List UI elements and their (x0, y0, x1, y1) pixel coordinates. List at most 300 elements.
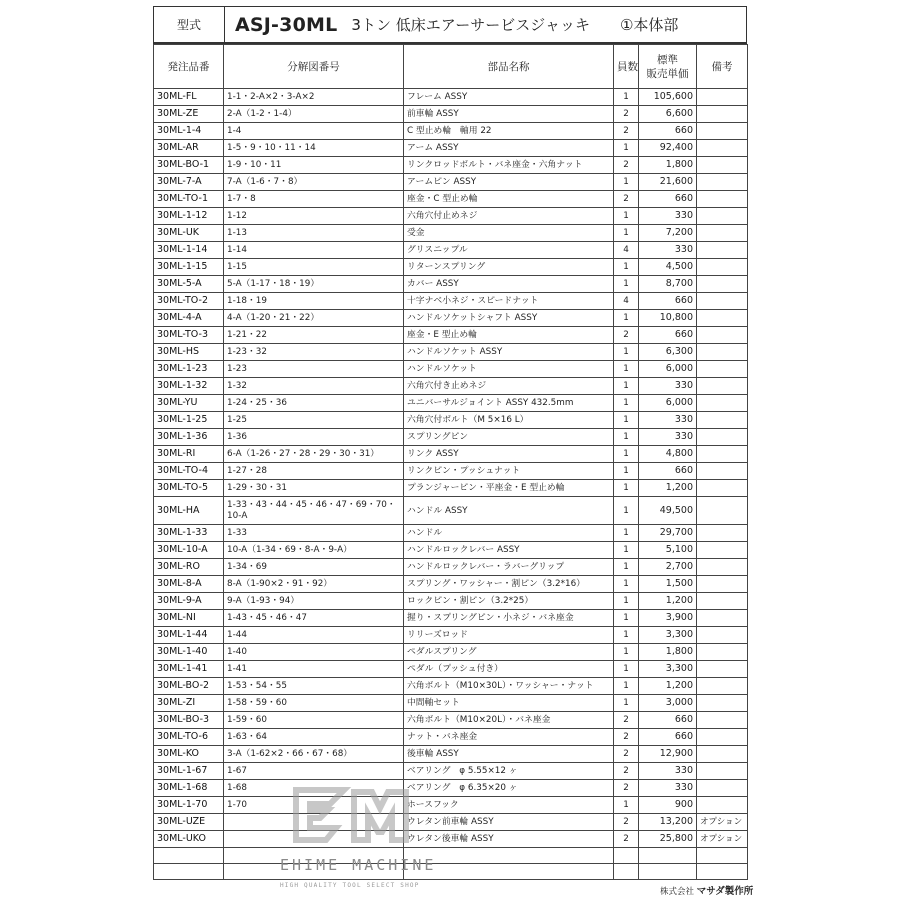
table-row (154, 497, 748, 525)
empty-cell (614, 848, 639, 864)
price-cell: 6,600 (639, 106, 697, 123)
diagram-no-cell: 1-25 (224, 412, 404, 429)
diagram-no-cell: 1-23・32 (224, 344, 404, 361)
price-cell: 1,200 (639, 593, 697, 610)
qty-cell: 2 (614, 763, 639, 780)
order-no-cell: 30ML-TO-4 (154, 463, 224, 480)
part-name-cell: リターンスプリング (404, 259, 614, 276)
part-name-cell: ロックピン・割ピン（3.2*25） (404, 593, 614, 610)
price-cell: 4,800 (639, 446, 697, 463)
table-row (154, 259, 748, 276)
remarks-cell (697, 293, 748, 310)
remarks-cell (697, 395, 748, 412)
empty-row (154, 848, 748, 864)
remarks-cell (697, 361, 748, 378)
remarks-cell: オプション (697, 831, 748, 848)
table-row (154, 106, 748, 123)
part-name-cell: グリスニップル (404, 242, 614, 259)
remarks-cell (697, 695, 748, 712)
part-name-cell: スプリングピン (404, 429, 614, 446)
model-number: ASJ-30ML (235, 13, 338, 36)
remarks-cell (697, 644, 748, 661)
table-row (154, 695, 748, 712)
remarks-cell (697, 542, 748, 559)
qty-cell: 2 (614, 831, 639, 848)
remarks-cell (697, 378, 748, 395)
qty-cell: 1 (614, 610, 639, 627)
price-cell: 660 (639, 327, 697, 344)
part-name-cell: 座金・E 型止め輪 (404, 327, 614, 344)
table-row (154, 446, 748, 463)
remarks-cell (697, 310, 748, 327)
column-header-price (639, 45, 697, 89)
diagram-no-cell: 2-A（1-2・1-4） (224, 106, 404, 123)
qty-cell: 1 (614, 576, 639, 593)
part-name-cell: 六角穴付き止めネジ (404, 378, 614, 395)
price-cell: 1,800 (639, 157, 697, 174)
table-row (154, 395, 748, 412)
price-cell: 660 (639, 191, 697, 208)
part-name-cell: アームピン ASSY (404, 174, 614, 191)
diagram-no-cell: 1-36 (224, 429, 404, 446)
qty-cell: 1 (614, 559, 639, 576)
price-cell: 13,200 (639, 814, 697, 831)
order-no-cell: 30ML-1-67 (154, 763, 224, 780)
diagram-no-cell: 1-32 (224, 378, 404, 395)
price-cell: 660 (639, 712, 697, 729)
remarks-cell (697, 412, 748, 429)
table-row (154, 576, 748, 593)
price-cell: 1,500 (639, 576, 697, 593)
qty-cell: 1 (614, 542, 639, 559)
part-name-cell: ナット・バネ座金 (404, 729, 614, 746)
order-no-cell: 30ML-TO-2 (154, 293, 224, 310)
part-name-cell: リンクロッドボルト・バネ座金・六角ナット (404, 157, 614, 174)
table-row (154, 661, 748, 678)
table-row (154, 429, 748, 446)
part-name-cell: スプリング・ワッシャー・割ピン（3.2*16） (404, 576, 614, 593)
diagram-no-cell: 1-40 (224, 644, 404, 661)
company-name-main: マサダ製作所 (696, 886, 754, 897)
qty-cell: 1 (614, 395, 639, 412)
qty-cell: 1 (614, 208, 639, 225)
remarks-cell (697, 593, 748, 610)
part-name-cell: ペダルスプリング (404, 644, 614, 661)
remarks-cell (697, 746, 748, 763)
price-cell: 6,300 (639, 344, 697, 361)
table-row (154, 157, 748, 174)
price-cell: 330 (639, 429, 697, 446)
price-cell: 3,900 (639, 610, 697, 627)
remarks-cell (697, 208, 748, 225)
part-name-cell: ベアリング φ 5.55×12 ヶ (404, 763, 614, 780)
remarks-cell (697, 729, 748, 746)
qty-cell: 1 (614, 276, 639, 293)
remarks-cell (697, 480, 748, 497)
diagram-no-cell: 3-A（1-62×2・66・67・68） (224, 746, 404, 763)
part-name-cell: フレーム ASSY (404, 89, 614, 106)
price-cell: 5,100 (639, 542, 697, 559)
remarks-cell (697, 276, 748, 293)
order-no-cell: 30ML-4-A (154, 310, 224, 327)
part-name-cell: プランジャーピン・平座金・E 型止め輪 (404, 480, 614, 497)
price-header-line2: 販売単価 (646, 67, 689, 80)
remarks-cell (697, 106, 748, 123)
order-no-cell: 30ML-BO-3 (154, 712, 224, 729)
price-cell: 900 (639, 797, 697, 814)
price-cell: 4,500 (639, 259, 697, 276)
remarks-cell (697, 259, 748, 276)
table-row (154, 140, 748, 157)
remarks-cell (697, 780, 748, 797)
diagram-no-cell: 1-33・43・44・45・46・47・69・70・10-A (224, 497, 404, 525)
part-name-cell: カバー ASSY (404, 276, 614, 293)
table-row (154, 412, 748, 429)
remarks-cell (697, 89, 748, 106)
price-cell: 1,200 (639, 480, 697, 497)
order-no-cell: 30ML-HS (154, 344, 224, 361)
diagram-no-cell: 1-27・28 (224, 463, 404, 480)
table-row (154, 89, 748, 106)
qty-cell: 1 (614, 627, 639, 644)
price-cell: 660 (639, 729, 697, 746)
order-no-cell: 30ML-AR (154, 140, 224, 157)
qty-cell: 2 (614, 746, 639, 763)
table-row (154, 344, 748, 361)
price-cell: 3,300 (639, 627, 697, 644)
qty-cell: 1 (614, 661, 639, 678)
table-row (154, 208, 748, 225)
qty-cell: 2 (614, 780, 639, 797)
qty-cell: 1 (614, 644, 639, 661)
empty-cell (154, 864, 224, 880)
order-no-cell: 30ML-1-14 (154, 242, 224, 259)
part-name-cell: リンクピン・プッシュナット (404, 463, 614, 480)
part-name-cell: 六角穴付止めネジ (404, 208, 614, 225)
diagram-no-cell: 4-A（1-20・21・22） (224, 310, 404, 327)
table-row (154, 780, 748, 797)
remarks-cell (697, 627, 748, 644)
order-no-cell: 30ML-1-33 (154, 525, 224, 542)
remarks-cell (697, 242, 748, 259)
part-name-cell: 後車輪 ASSY (404, 746, 614, 763)
qty-cell: 1 (614, 497, 639, 525)
order-no-cell: 30ML-TO-1 (154, 191, 224, 208)
qty-cell: 2 (614, 712, 639, 729)
diagram-no-cell: 8-A（1-90×2・91・92） (224, 576, 404, 593)
order-no-cell: 30ML-YU (154, 395, 224, 412)
qty-cell: 4 (614, 293, 639, 310)
order-no-cell: 30ML-BO-2 (154, 678, 224, 695)
price-cell: 330 (639, 412, 697, 429)
diagram-no-cell: 1-4 (224, 123, 404, 140)
empty-cell (697, 848, 748, 864)
table-row (154, 559, 748, 576)
table-row (154, 242, 748, 259)
part-name-cell: ハンドルロックレバー・ラバーグリップ (404, 559, 614, 576)
qty-cell: 1 (614, 310, 639, 327)
part-name-cell: 六角穴付ボルト（M 5×16 L） (404, 412, 614, 429)
diagram-no-cell: 1-67 (224, 763, 404, 780)
diagram-no-cell: 1-21・22 (224, 327, 404, 344)
diagram-no-cell: 1-23 (224, 361, 404, 378)
order-no-cell: 30ML-1-41 (154, 661, 224, 678)
parts-table (153, 44, 748, 880)
remarks-cell (697, 429, 748, 446)
remarks-cell (697, 446, 748, 463)
order-no-cell: 30ML-8-A (154, 576, 224, 593)
price-cell: 660 (639, 123, 697, 140)
order-no-cell: 30ML-HA (154, 497, 224, 525)
order-no-cell: 30ML-1-68 (154, 780, 224, 797)
qty-cell: 2 (614, 157, 639, 174)
title-row (153, 6, 747, 44)
remarks-cell (697, 463, 748, 480)
table-row (154, 831, 748, 848)
empty-cell (614, 864, 639, 880)
company-prefix: 株式会社 (660, 887, 695, 897)
section-label: ①本体部 (619, 16, 679, 34)
remarks-cell (697, 157, 748, 174)
order-no-cell: 30ML-7-A (154, 174, 224, 191)
column-header-qty: 員数 (614, 45, 639, 89)
part-name-cell: ハンドルロックレバー ASSY (404, 542, 614, 559)
table-row (154, 746, 748, 763)
order-no-cell: 30ML-ZE (154, 106, 224, 123)
diagram-no-cell: 10-A（1-34・69・8-A・9-A） (224, 542, 404, 559)
price-cell: 10,800 (639, 310, 697, 327)
diagram-no-cell: 1-24・25・36 (224, 395, 404, 412)
part-name-cell: ベアリング φ 6.35×20 ヶ (404, 780, 614, 797)
part-name-cell: 前車輪 ASSY (404, 106, 614, 123)
empty-cell (639, 848, 697, 864)
part-name-cell: ハンドル (404, 525, 614, 542)
qty-cell: 1 (614, 140, 639, 157)
order-no-cell: 30ML-FL (154, 89, 224, 106)
table-row (154, 225, 748, 242)
table-row (154, 276, 748, 293)
remarks-cell (697, 191, 748, 208)
order-no-cell: 30ML-1-23 (154, 361, 224, 378)
price-cell: 49,500 (639, 497, 697, 525)
watermark-brand: EHIME MACHINE (280, 856, 437, 874)
part-name-cell: ユニバーサルジョイント ASSY 432.5mm (404, 395, 614, 412)
diagram-no-cell: 1-7・8 (224, 191, 404, 208)
table-header-row (154, 45, 748, 89)
price-cell: 330 (639, 378, 697, 395)
part-name-cell: 座金・C 型止め輪 (404, 191, 614, 208)
qty-cell: 1 (614, 446, 639, 463)
part-name-cell: ウレタン前車輪 ASSY (404, 814, 614, 831)
remarks-cell (697, 497, 748, 525)
remarks-cell (697, 140, 748, 157)
price-cell: 7,200 (639, 225, 697, 242)
table-row (154, 310, 748, 327)
diagram-no-cell: 6-A（1-26・27・28・29・30・31） (224, 446, 404, 463)
qty-cell: 1 (614, 259, 639, 276)
part-name-cell: ホースフック (404, 797, 614, 814)
table-row (154, 712, 748, 729)
part-name-cell: ハンドルソケットシャフト ASSY (404, 310, 614, 327)
qty-cell: 1 (614, 593, 639, 610)
table-row (154, 627, 748, 644)
remarks-cell (697, 610, 748, 627)
qty-cell: 2 (614, 191, 639, 208)
table-row (154, 814, 748, 831)
order-no-cell: 30ML-1-12 (154, 208, 224, 225)
diagram-no-cell: 1-29・30・31 (224, 480, 404, 497)
remarks-cell (697, 576, 748, 593)
company-name (660, 883, 753, 897)
price-cell: 92,400 (639, 140, 697, 157)
part-name-cell: 中間軸セット (404, 695, 614, 712)
remarks-cell (697, 678, 748, 695)
qty-cell: 1 (614, 463, 639, 480)
qty-cell: 1 (614, 412, 639, 429)
diagram-no-cell: 1-44 (224, 627, 404, 644)
price-cell: 2,700 (639, 559, 697, 576)
part-name-cell: ハンドルソケット ASSY (404, 344, 614, 361)
part-name-cell: 十字ナベ小ネジ・スピードナット (404, 293, 614, 310)
price-header-line1: 標準 (657, 53, 678, 66)
diagram-no-cell: 1-59・60 (224, 712, 404, 729)
column-header-part-name: 部品名称 (404, 45, 614, 89)
order-no-cell: 30ML-1-15 (154, 259, 224, 276)
diagram-no-cell: 1-68 (224, 780, 404, 797)
price-cell: 8,700 (639, 276, 697, 293)
order-no-cell: 30ML-1-44 (154, 627, 224, 644)
order-no-cell: 30ML-KO (154, 746, 224, 763)
empty-row (154, 864, 748, 880)
price-cell: 1,800 (639, 644, 697, 661)
empty-cell (154, 848, 224, 864)
diagram-no-cell: 1-15 (224, 259, 404, 276)
qty-cell: 1 (614, 695, 639, 712)
diagram-no-cell: 7-A（1-6・7・8） (224, 174, 404, 191)
product-description: 3トン 低床エアーサービスジャッキ (351, 16, 590, 34)
price-cell: 6,000 (639, 361, 697, 378)
part-name-cell: ペダル（プッシュ付き） (404, 661, 614, 678)
diagram-no-cell: 1-12 (224, 208, 404, 225)
qty-cell: 1 (614, 361, 639, 378)
diagram-no-cell: 1-58・59・60 (224, 695, 404, 712)
price-cell: 660 (639, 463, 697, 480)
table-row (154, 293, 748, 310)
price-cell: 330 (639, 208, 697, 225)
order-no-cell: 30ML-ZI (154, 695, 224, 712)
column-header-diagram-no: 分解図番号 (224, 45, 404, 89)
part-name-cell: 握り・スプリングピン・小ネジ・バネ座金 (404, 610, 614, 627)
diagram-no-cell: 1-63・64 (224, 729, 404, 746)
parts-table-body (154, 89, 748, 880)
order-no-cell: 30ML-UKO (154, 831, 224, 848)
order-no-cell: 30ML-RI (154, 446, 224, 463)
model-label: 型式 (154, 7, 225, 42)
price-cell: 330 (639, 242, 697, 259)
parts-list-sheet (153, 6, 747, 880)
remarks-cell (697, 525, 748, 542)
part-name-cell: 受金 (404, 225, 614, 242)
table-row (154, 378, 748, 395)
qty-cell: 4 (614, 242, 639, 259)
order-no-cell: 30ML-UK (154, 225, 224, 242)
order-no-cell: 30ML-TO-6 (154, 729, 224, 746)
part-name-cell: ウレタン後車輪 ASSY (404, 831, 614, 848)
diagram-no-cell: 1-18・19 (224, 293, 404, 310)
empty-cell (697, 864, 748, 880)
qty-cell: 1 (614, 525, 639, 542)
diagram-no-cell: 1-70 (224, 797, 404, 814)
table-row (154, 763, 748, 780)
price-cell: 330 (639, 780, 697, 797)
order-no-cell: 30ML-1-40 (154, 644, 224, 661)
price-cell: 105,600 (639, 89, 697, 106)
order-no-cell: 30ML-RO (154, 559, 224, 576)
diagram-no-cell: 1-1・2-A×2・3-A×2 (224, 89, 404, 106)
remarks-cell (697, 797, 748, 814)
price-cell: 21,600 (639, 174, 697, 191)
title-block (225, 7, 746, 42)
qty-cell: 1 (614, 344, 639, 361)
table-row (154, 542, 748, 559)
order-no-cell: 30ML-10-A (154, 542, 224, 559)
order-no-cell: 30ML-UZE (154, 814, 224, 831)
order-no-cell: 30ML-1-36 (154, 429, 224, 446)
table-row (154, 797, 748, 814)
price-cell: 6,000 (639, 395, 697, 412)
order-no-cell: 30ML-1-70 (154, 797, 224, 814)
table-row (154, 729, 748, 746)
order-no-cell: 30ML-1-32 (154, 378, 224, 395)
qty-cell: 2 (614, 814, 639, 831)
diagram-no-cell: 9-A（1-93・94） (224, 593, 404, 610)
price-cell: 3,000 (639, 695, 697, 712)
qty-cell: 1 (614, 378, 639, 395)
diagram-no-cell: 1-13 (224, 225, 404, 242)
table-row (154, 191, 748, 208)
table-row (154, 327, 748, 344)
part-name-cell: リリーズロッド (404, 627, 614, 644)
table-row (154, 361, 748, 378)
remarks-cell (697, 123, 748, 140)
watermark-tagline: HIGH QUALITY TOOL SELECT SHOP (280, 882, 420, 889)
price-cell: 660 (639, 293, 697, 310)
order-no-cell: 30ML-NI (154, 610, 224, 627)
qty-cell: 1 (614, 225, 639, 242)
part-name-cell: リンク ASSY (404, 446, 614, 463)
order-no-cell: 30ML-TO-3 (154, 327, 224, 344)
empty-cell (639, 864, 697, 880)
table-row (154, 678, 748, 695)
order-no-cell: 30ML-5-A (154, 276, 224, 293)
diagram-no-cell: 1-9・10・11 (224, 157, 404, 174)
remarks-cell (697, 174, 748, 191)
price-cell: 3,300 (639, 661, 697, 678)
table-row (154, 480, 748, 497)
table-row (154, 123, 748, 140)
part-name-cell: 六角ボルト（M10×30L）・ワッシャー・ナット (404, 678, 614, 695)
order-no-cell: 30ML-BO-1 (154, 157, 224, 174)
diagram-no-cell: 1-33 (224, 525, 404, 542)
price-cell: 29,700 (639, 525, 697, 542)
qty-cell: 1 (614, 678, 639, 695)
column-header-order-no: 発注品番 (154, 45, 224, 89)
qty-cell: 1 (614, 429, 639, 446)
remarks-cell (697, 225, 748, 242)
remarks-cell (697, 344, 748, 361)
part-name-cell: ハンドルソケット (404, 361, 614, 378)
table-row (154, 593, 748, 610)
